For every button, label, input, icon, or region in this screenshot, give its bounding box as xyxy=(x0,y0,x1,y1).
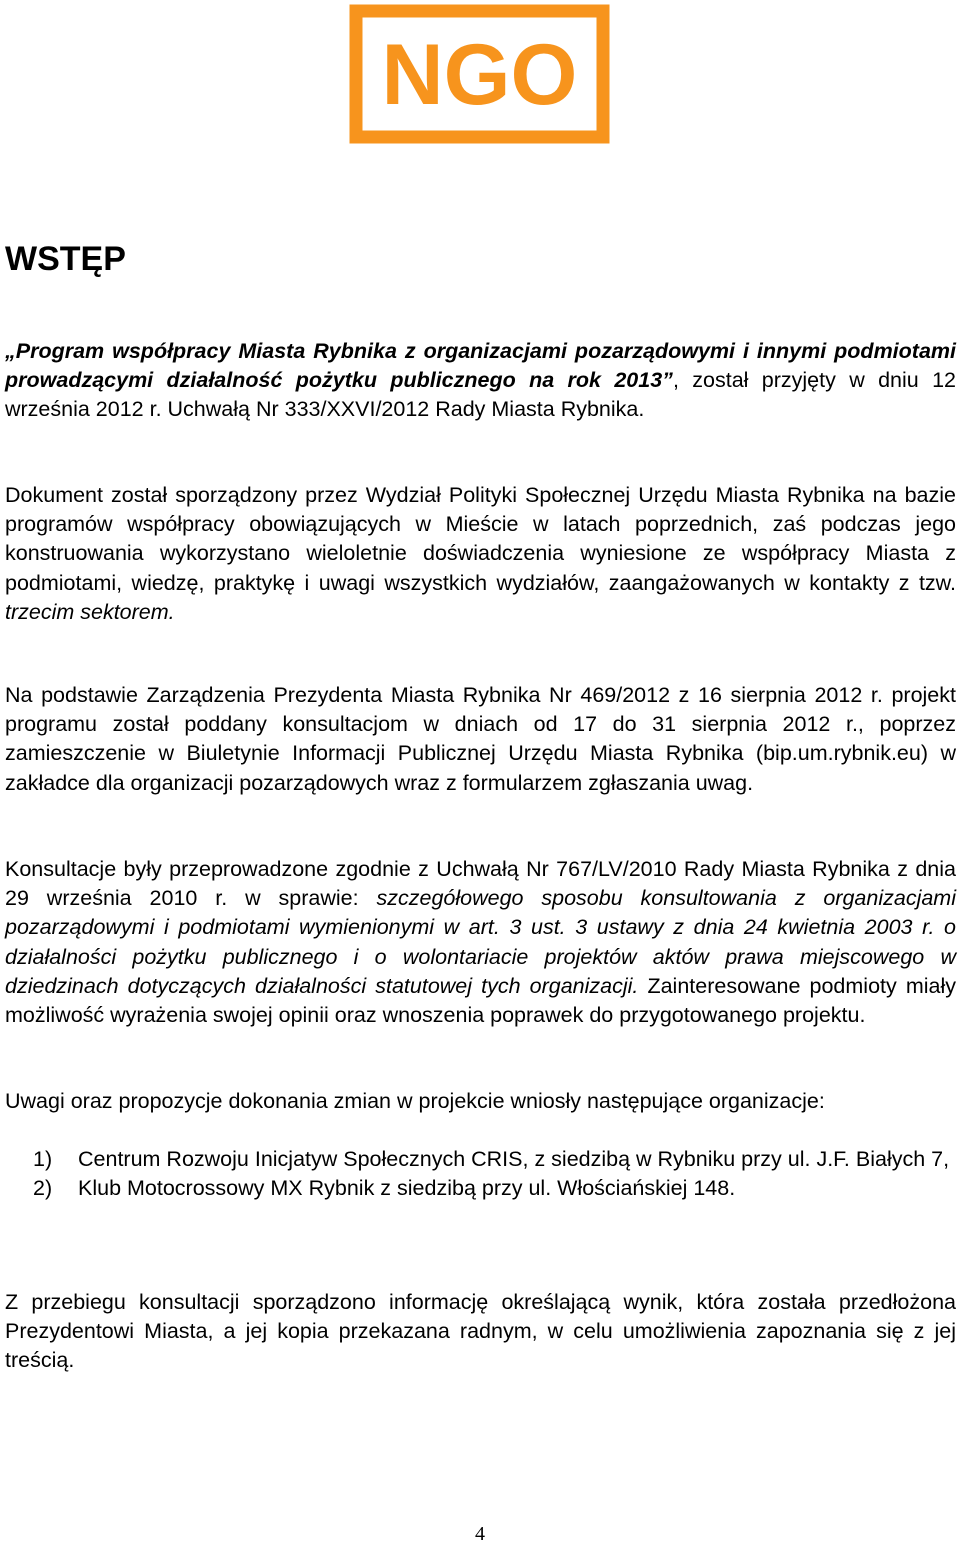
ngo-logo xyxy=(349,4,610,144)
intro-rest: , został przyjęty w dniu 12 września 2012 r. Uchwałą Nr 333/XXVI/2012 Rady Miasta Rybnika. xyxy=(5,368,956,422)
list-item-number: 1) xyxy=(33,1147,53,1171)
legal-basis-paragraph: Na podstawie Zarządzenia Prezydenta Miasta Rybnika Nr 469/2012 z 16 sierpnia 2012 r. projekt programu został poddany konsultacjom w dniach od 17 do 31 sierpnia 2012 r., poprzez zamieszczenie w Biuletynie Informacji Publicznej Urzędu Miasta Rybnika (bip.um.rybnik.eu) w zakładce dla organizacji pozarządowych wraz z formularzem zgłaszania uwag. xyxy=(5,683,956,795)
page-heading: WSTĘP xyxy=(5,240,126,278)
document-text: Dokument został sporządzony przez Wydział Polityki Społecznej Urzędu Miasta Rybnika na bazie programów współpracy obowiązujących w Mieście w latach poprzednich, zaś podczas jego konstruowania wykorzystano wieloletnie doświadczenia wyniesione ze współpracy Miasta z podmiotami, wiedzę, praktykę i uwagi wszystkich wydziałów, zaangażowanych w kontakty z tzw. xyxy=(5,483,956,595)
ngo-logo-graphic xyxy=(349,4,610,144)
consultation-resolution-title: szczegółowego sposobu konsultowania z organizacjami pozarządowymi i podmiotami wymienionymi w art. 3 ust. 3 ustawy z dnia 24 kwietnia 2003 r. o działalności pożytku publicznego i o wolontariacie projektów aktów prawa miejscowego w dziedzinach dotyczących działalności statutowej tych organizacji. xyxy=(5,886,956,998)
consultation-tail: Zainteresowane podmioty miały możliwość wyrażenia swojej opinii oraz wnoszenia poprawek do przygotowanego projektu. xyxy=(5,973,956,1028)
third-sector-term: trzecim sektorem. xyxy=(5,599,175,624)
list-item xyxy=(5,1145,956,1174)
list-item-text: Klub Motocrossowy MX Rybnik z siedzibą przy ul. Włościańskiej 148. xyxy=(78,1176,736,1201)
list-item-number: 2) xyxy=(33,1176,53,1201)
summary-paragraph: Z przebiegu konsultacji sporządzono informację określającą wynik, która została przedłożona Prezydentowi Miasta, a jej kopia przekazana radnym, w celu umożliwienia zapoznania się z jej treścią. xyxy=(5,1290,956,1373)
intro-paragraph xyxy=(5,337,956,425)
remarks-intro-paragraph: Uwagi oraz propozycje dokonania zmian w projekcie wniosły następujące organizacje: xyxy=(5,1089,825,1113)
list-item-text: Centrum Rozwoju Inicjatyw Społecznych CRIS, z siedzibą w Rybniku przy ul. J.F. Białych 7, xyxy=(78,1147,950,1171)
program-title: „Program współpracy Miasta Rybnika z organizacjami pozarządowymi i innymi podmiotami prowadzącymi działalność pożytku publicznego na rok 2013” xyxy=(5,339,956,393)
document-paragraph xyxy=(5,481,956,627)
organizations-list xyxy=(5,1145,956,1203)
ngo-logo-text: NGO xyxy=(381,27,578,123)
list-item xyxy=(5,1174,956,1203)
page-number: 4 xyxy=(475,1523,485,1545)
consultation-paragraph xyxy=(5,855,956,1030)
consultation-lead: Konsultacje były przeprowadzone zgodnie z Uchwałą Nr 767/LV/2010 Rady Miasta Rybnika z dnia 29 września 2010 r. w sprawie: xyxy=(5,857,956,911)
